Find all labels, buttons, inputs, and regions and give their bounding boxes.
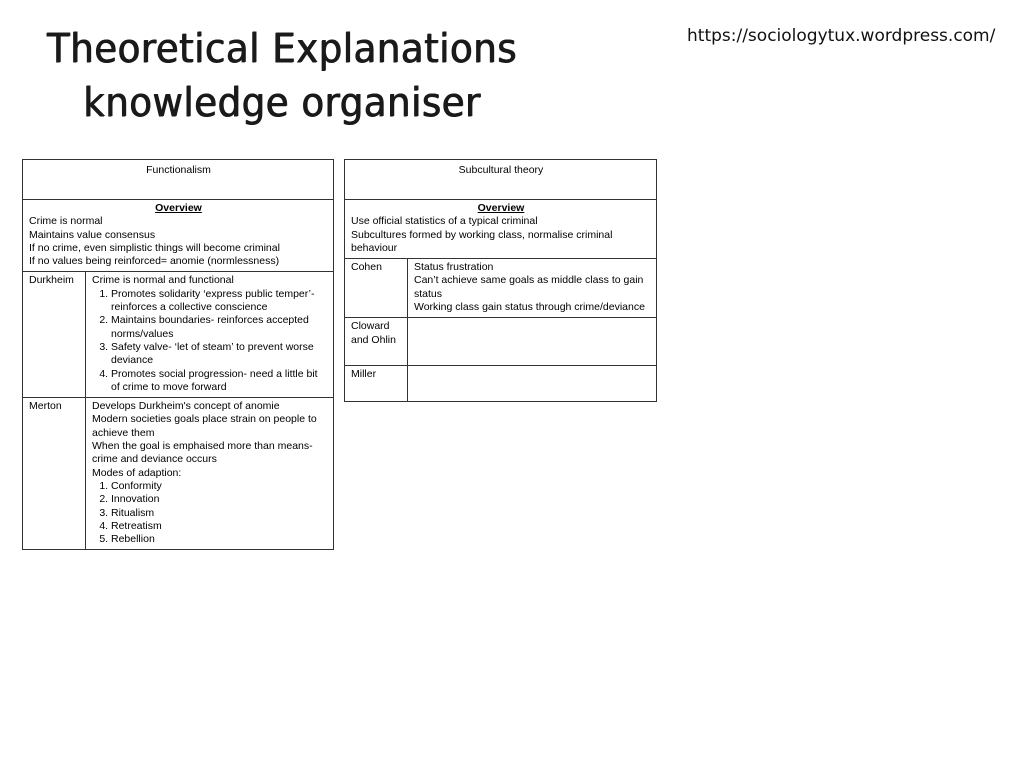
cloward-ohlin-name: Cloward and Ohlin — [351, 320, 396, 346]
page-title — [40, 22, 524, 130]
functionalism-overview-line: Maintains value consensus — [29, 228, 156, 241]
subcultural-overview-line: Use official statistics of a typical criminal — [351, 215, 538, 228]
subcultural-header: Subcultural theory — [345, 160, 657, 200]
cohen-line: Can’t achieve same goals as middle class to gain status — [414, 274, 644, 300]
cohen-content-cell — [408, 259, 657, 318]
cohen-name: Cohen — [351, 261, 382, 274]
merton-name: Merton — [29, 400, 62, 413]
merton-mode: 2. Innovation — [111, 493, 328, 506]
subcultural-overview-title: Overview — [477, 202, 525, 214]
cohen-line: Status frustration — [414, 261, 494, 274]
cloward-ohlin-name-cell — [345, 318, 408, 366]
subcultural-table — [344, 159, 657, 402]
merton-line: Modern societies goals place strain on people to achieve them — [92, 413, 317, 439]
functionalism-overview-line: If no values being reinforced= anomie (normlessness) — [29, 255, 280, 268]
durkheim-name: Durkheim — [29, 274, 74, 287]
durkheim-point: 1. Promotes solidarity ‘express public temper’- reinforces a collective conscience — [111, 288, 328, 315]
functionalism-overview-line: If no crime, even simplistic things will become criminal — [29, 241, 280, 254]
subcultural-overview-cell — [345, 200, 657, 259]
durkheim-point: 3. Safety valve- ‘let of steam’ to prevent worse deviance — [111, 341, 328, 368]
functionalism-overview-cell — [23, 200, 334, 272]
merton-modes-list — [92, 480, 328, 546]
cohen-name-cell — [345, 259, 408, 318]
durkheim-points-list — [92, 288, 328, 394]
durkheim-point: 2. Maintains boundaries- reinforces accepted norms/values — [111, 314, 328, 341]
cloward-ohlin-content-cell — [408, 318, 657, 366]
durkheim-point: 4. Promotes social progression- need a little bit of crime to move forward — [111, 368, 328, 395]
functionalism-header: Functionalism — [23, 160, 334, 200]
cohen-line: Working class gain status through crime/deviance — [414, 301, 645, 314]
page-title-line-2: knowledge organiser — [83, 80, 481, 126]
merton-name-cell — [23, 398, 86, 550]
merton-line: Modes of adaption: — [92, 466, 182, 479]
miller-content-cell — [408, 366, 657, 402]
functionalism-table — [22, 159, 334, 550]
subcultural-overview-line: Subcultures formed by working class, normalise criminal behaviour — [351, 228, 613, 254]
merton-mode: 5. Rebellion — [111, 533, 328, 546]
page-title-line-1: Theoretical Explanations — [46, 26, 518, 72]
merton-mode: 1. Conformity — [111, 480, 328, 493]
durkheim-intro: Crime is normal and functional — [92, 274, 234, 287]
durkheim-content-cell — [86, 272, 334, 398]
merton-mode: 3. Ritualism — [111, 507, 328, 520]
merton-line: Develops Durkheim's concept of anomie — [92, 400, 280, 413]
source-url: https://sociologytux.wordpress.com/ — [687, 26, 996, 46]
merton-content-cell — [86, 398, 334, 550]
merton-line: When the goal is emphaised more than means- crime and deviance occurs — [92, 440, 313, 466]
miller-name-cell — [345, 366, 408, 402]
durkheim-name-cell — [23, 272, 86, 398]
merton-mode: 4. Retreatism — [111, 520, 328, 533]
miller-name: Miller — [351, 368, 377, 381]
functionalism-overview-line: Crime is normal — [29, 215, 103, 228]
functionalism-overview-title: Overview — [155, 202, 202, 214]
